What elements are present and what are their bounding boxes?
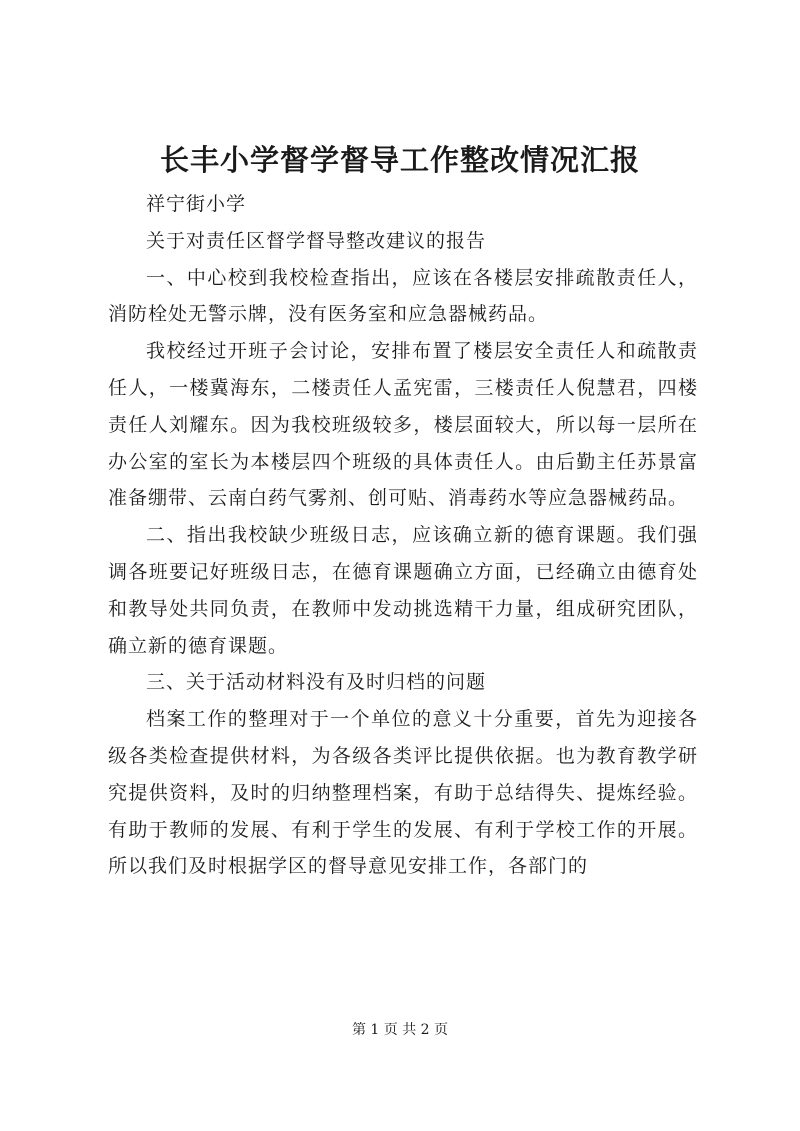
document-title: 长丰小学督学督导工作整改情况汇报 <box>159 143 640 177</box>
body-paragraph: 档案工作的整理对于一个单位的意义十分重要，首先为迎接各级各类检查提供材料，为各级各类评比提供依据。也为教育教学研究提供资料，及时的归纳整理档案，有助于总结得失、提炼经验。有助于教师的发展、有利于学生的发展、有利于学校工作的开展。所以我们及时根据学区的督导意见安排工作，各部门的 <box>108 708 698 878</box>
body-paragraph: 二、指出我校缺少班级日志，应该确立新的德育课题。我们强调各班要记好班级日志，在德育课题确立方面，已经确立由德育处和教导处共同负责，在教师中发动挑选精干力量，组成研究团队，确立新的德育课题。 <box>108 524 698 657</box>
document-body <box>108 186 698 885</box>
school-name-line: 祥宁街小学 <box>146 193 247 215</box>
page-number-footer: 第 1 页 共 2 页 <box>351 1022 449 1038</box>
report-subject-line: 关于对责任区督学督导整改建议的报告 <box>146 229 487 252</box>
body-paragraph: 一、中心校到我校检查指出，应该在各楼层安排疏散责任人，消防栓处无警示牌，没有医务室和应急器械药品。 <box>108 266 698 326</box>
section-heading: 三、关于活动材料没有及时归档的问题 <box>146 671 487 694</box>
body-paragraph: 我校经过开班子会讨论，安排布置了楼层安全责任人和疏散责任人，一楼冀海东，二楼责任人孟宪雷，三楼责任人倪慧君，四楼责任人刘耀东。因为我校班级较多，楼层面较大，所以每一层所在办公室的室长为本楼层四个班级的具体责任人。由后勤主任苏景富准备绷带、云南白药气雾剂、创可贴、消毒药水等应急器械药品。 <box>108 340 698 510</box>
